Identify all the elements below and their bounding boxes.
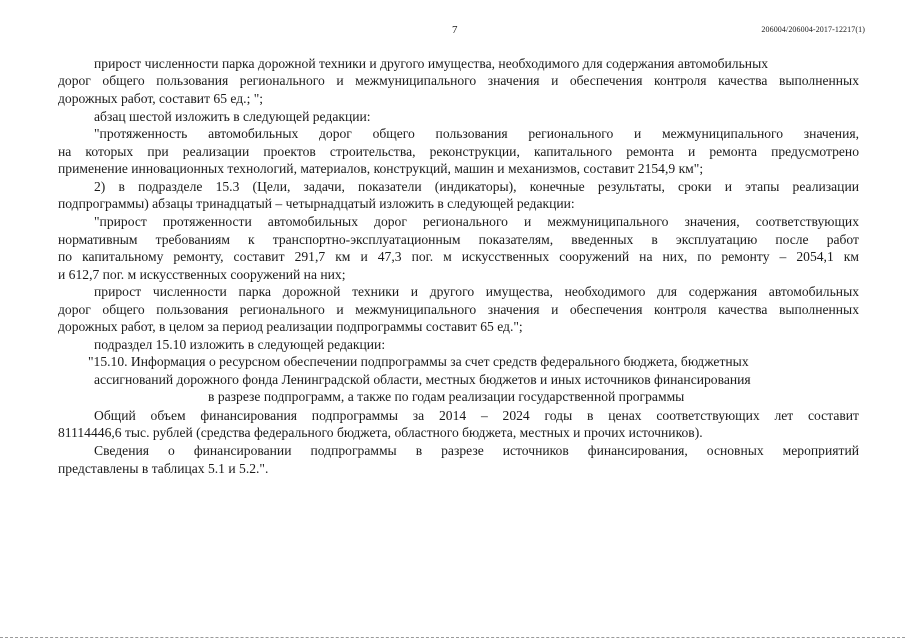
paragraph-line: прирост численности парка дорожной техники и другого имущества, необходимого для содержания автомобильных bbox=[94, 56, 768, 71]
paragraph-line: Сведения о финансировании подпрограммы в разрезе источников финансирования, основных мероприятий bbox=[94, 443, 859, 458]
paragraph-line: представлены в таблицах 5.1 и 5.2.". bbox=[58, 461, 269, 476]
paragraph-line: по капитальному ремонту, составит 291,7 км и 47,3 пог. м искусственных сооружений на них, по ремонту – 2054,1 км bbox=[58, 249, 859, 264]
document-id: 206004/206004-2017-12217(1) bbox=[761, 25, 865, 34]
section-heading-line: ассигнований дорожного фонда Ленинградской области, местных бюджетов и иных источников финансирования bbox=[94, 372, 751, 387]
paragraph-line: 2) в подразделе 15.3 (Цели, задачи, показатели (индикаторы), конечные результаты, сроки и этапы реализации bbox=[94, 179, 859, 194]
page-number: 7 bbox=[452, 24, 458, 36]
paragraph-line: на которых при реализации проектов строительства, реконструкции, капитального ремонта и ремонта предусмотрено bbox=[58, 144, 859, 159]
paragraph-line: и 612,7 пог. м искусственных сооружений на них; bbox=[58, 267, 346, 282]
paragraph-line: применение инновационных технологий, материалов, конструкций, машин и механизмов, составит 2154,9 км"; bbox=[58, 161, 704, 176]
paragraph-line: "протяженность автомобильных дорог общего пользования регионального и межмуниципального значения, bbox=[94, 126, 859, 141]
paragraph-line: "прирост протяженности автомобильных дорог регионального и межмуниципального значения, соответствующих bbox=[94, 214, 859, 229]
paragraph-line: подпрограммы) абзацы тринадцатый – четырнадцатый изложить в следующей редакции: bbox=[58, 196, 575, 211]
paragraph-line: абзац шестой изложить в следующей редакции: bbox=[94, 109, 371, 124]
paragraph-line: прирост численности парка дорожной техники и другого имущества, необходимого для содержания автомобильных bbox=[94, 284, 859, 299]
paragraph-line: дорожных работ, составит 65 ед.; "; bbox=[58, 91, 264, 106]
paragraph-line: Общий объем финансирования подпрограммы за 2014 – 2024 годы в ценах соответствующих лет составит bbox=[94, 408, 859, 423]
section-heading-line: в разрезе подпрограмм, а также по годам реализации государственной программы bbox=[208, 389, 685, 404]
paragraph-line: нормативным требованиям к транспортно-эксплуатационным показателям, введенных в эксплуатацию после работ bbox=[58, 232, 859, 247]
paragraph-line: дорожных работ, в целом за период реализации подпрограммы составит 65 ед."; bbox=[58, 319, 523, 334]
page-bottom-edge bbox=[0, 637, 905, 638]
paragraph-line: дорог общего пользования регионального и межмуниципального значения и обеспечения контроля качества выполненных bbox=[58, 73, 859, 88]
paragraph-line: подраздел 15.10 изложить в следующей редакции: bbox=[94, 337, 386, 352]
section-heading-line: "15.10. Информация о ресурсном обеспечении подпрограммы за счет средств федерального бюджета, бюджетных bbox=[88, 354, 749, 369]
paragraph-line: 81114446,6 тыс. рублей (средства федерального бюджета, областного бюджета, местных и прочих источников). bbox=[58, 425, 703, 440]
paragraph-line: дорог общего пользования регионального и межмуниципального значения и обеспечения контроля качества выполненных bbox=[58, 302, 859, 317]
